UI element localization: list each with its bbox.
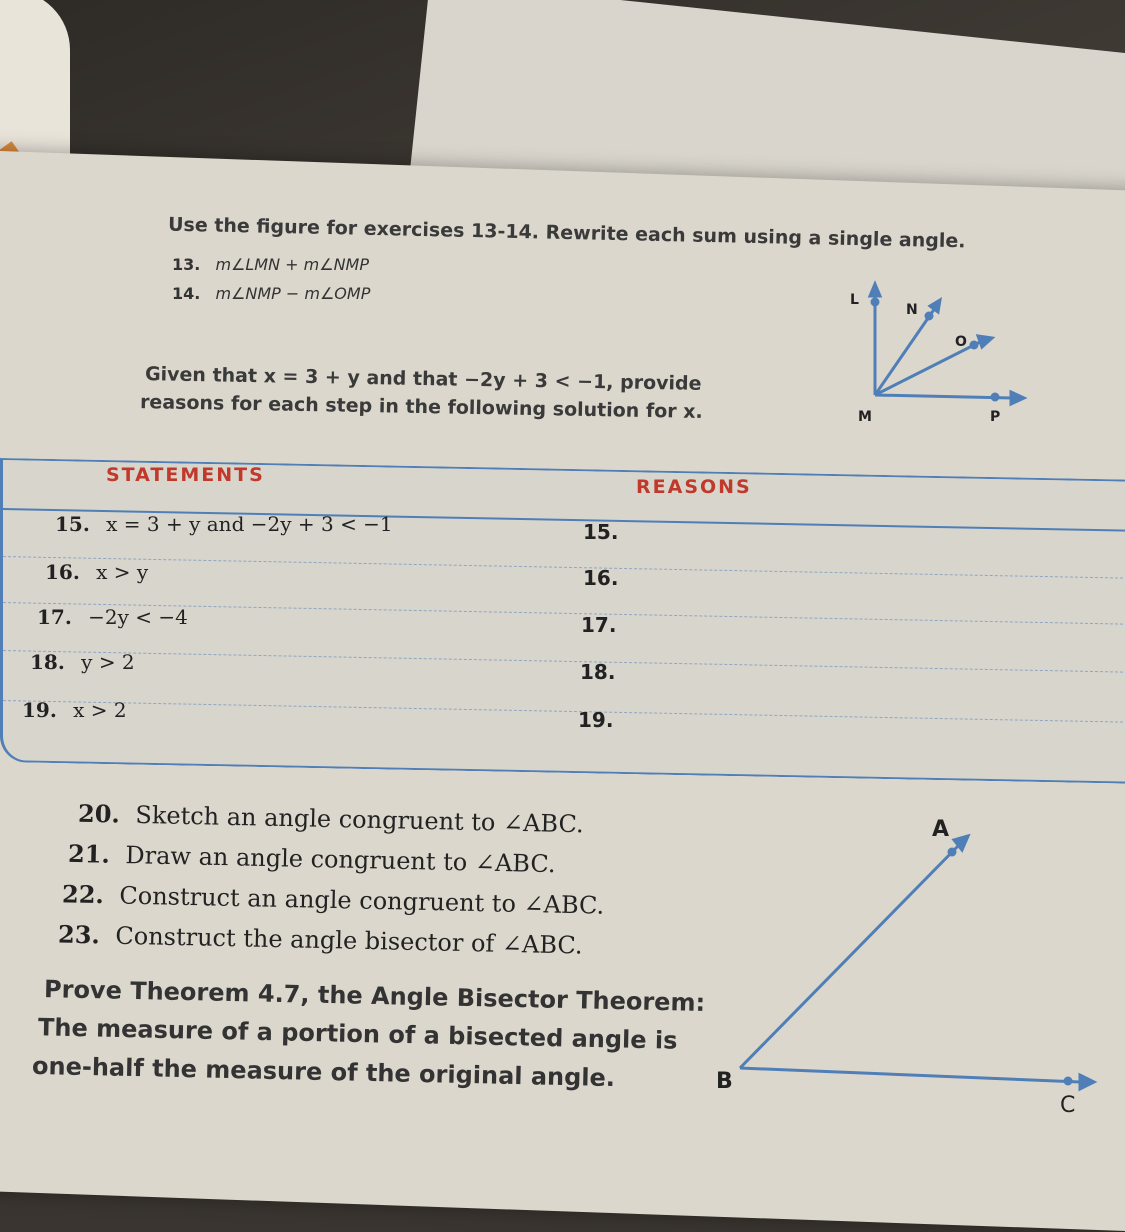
- exercise-number: 21.: [67, 838, 111, 869]
- ray-ba: [740, 846, 958, 1068]
- statement-17: [37, 605, 188, 629]
- point-l: [872, 299, 878, 305]
- point-p: [992, 394, 998, 400]
- label-l: L: [850, 292, 859, 308]
- row-number: 18.: [30, 650, 65, 674]
- exercise-expression: m∠LMN + m∠NMP: [215, 255, 369, 274]
- label-o: O: [955, 334, 967, 350]
- point-n: [926, 313, 932, 319]
- exercise-text: Construct the angle bisector of ∠ABC.: [115, 921, 583, 960]
- arrow-p: [1011, 392, 1024, 404]
- reason-16: 16.: [583, 566, 619, 590]
- exercise-14: [172, 284, 370, 303]
- label-b: B: [716, 1069, 733, 1094]
- label-a: A: [932, 817, 950, 842]
- exercise-number: 23.: [57, 919, 101, 950]
- label-p: P: [990, 409, 1001, 425]
- reason-17: 17.: [581, 613, 617, 637]
- arrow-l: [870, 284, 880, 296]
- statement-text: x > y: [96, 560, 149, 584]
- statement-text: y > 2: [81, 650, 135, 674]
- label-c: C: [1060, 1093, 1076, 1115]
- exercise-22: [62, 879, 605, 919]
- statement-16: [45, 560, 148, 584]
- arrow-n: [930, 300, 940, 312]
- row-number: 15.: [55, 512, 90, 536]
- exercise-text: Sketch an angle congruent to ∠ABC.: [135, 800, 584, 839]
- exercise-21: [68, 839, 556, 878]
- exercise-text: Construct an angle congruent to ∠ABC.: [119, 881, 605, 920]
- statement-text: x = 3 + y and −2y + 3 < −1: [106, 512, 393, 536]
- exercise-23: [58, 920, 583, 960]
- reason-15: 15.: [583, 520, 619, 544]
- prove-line-1: Prove Theorem 4.7, the Angle Bisector Theorem:: [43, 975, 706, 1017]
- ray-mn: [875, 308, 935, 395]
- row-number: 19.: [22, 698, 57, 722]
- exercise-number: 20.: [77, 798, 121, 829]
- point-c: [1065, 1078, 1071, 1084]
- statement-15: [55, 512, 393, 536]
- ray-bc: [740, 1068, 1080, 1082]
- point-a: [949, 849, 955, 855]
- row-number: 17.: [37, 605, 72, 629]
- row-number: 16.: [45, 560, 80, 584]
- exercise-13: [172, 255, 369, 274]
- label-n: N: [906, 302, 918, 318]
- exercise-text: Draw an angle congruent to ∠ABC.: [125, 841, 556, 879]
- label-m: M: [858, 409, 872, 425]
- angle-figure-lmnop: [840, 280, 1030, 430]
- statement-text: x > 2: [73, 698, 127, 722]
- prove-line-3: one-half the measure of the original angle.: [31, 1051, 616, 1093]
- exercise-number: 14.: [172, 284, 201, 303]
- angle-figure-abc: [700, 810, 1110, 1115]
- exercise-number: 13.: [172, 255, 201, 274]
- reasons-header: REASONS: [636, 476, 752, 498]
- exercise-20: [78, 799, 584, 839]
- statement-18: [30, 650, 135, 674]
- row-divider: [3, 650, 1125, 673]
- point-o: [971, 342, 977, 348]
- instructions-text: Use the figure for exercises 13-14. Rewrite each sum using a single angle.: [167, 213, 966, 253]
- exercise-expression: m∠NMP − m∠OMP: [215, 284, 371, 303]
- exercise-number: 22.: [61, 879, 105, 910]
- reason-19: 19.: [578, 708, 614, 732]
- reason-18: 18.: [580, 660, 616, 684]
- row-divider: [3, 556, 1125, 579]
- row-divider: [3, 700, 1125, 723]
- arrow-c: [1080, 1075, 1094, 1089]
- given-line-1: Given that x = 3 + y and that −2y + 3 < −1, provide: [144, 363, 702, 395]
- given-line-2: reasons for each step in the following solution for x.: [139, 391, 703, 423]
- statement-19: [22, 698, 127, 722]
- statements-header: STATEMENTS: [106, 464, 265, 486]
- arrow-o: [978, 336, 992, 347]
- statement-text: −2y < −4: [88, 605, 188, 629]
- prove-line-2: The measure of a portion of a bisected angle is: [37, 1013, 678, 1055]
